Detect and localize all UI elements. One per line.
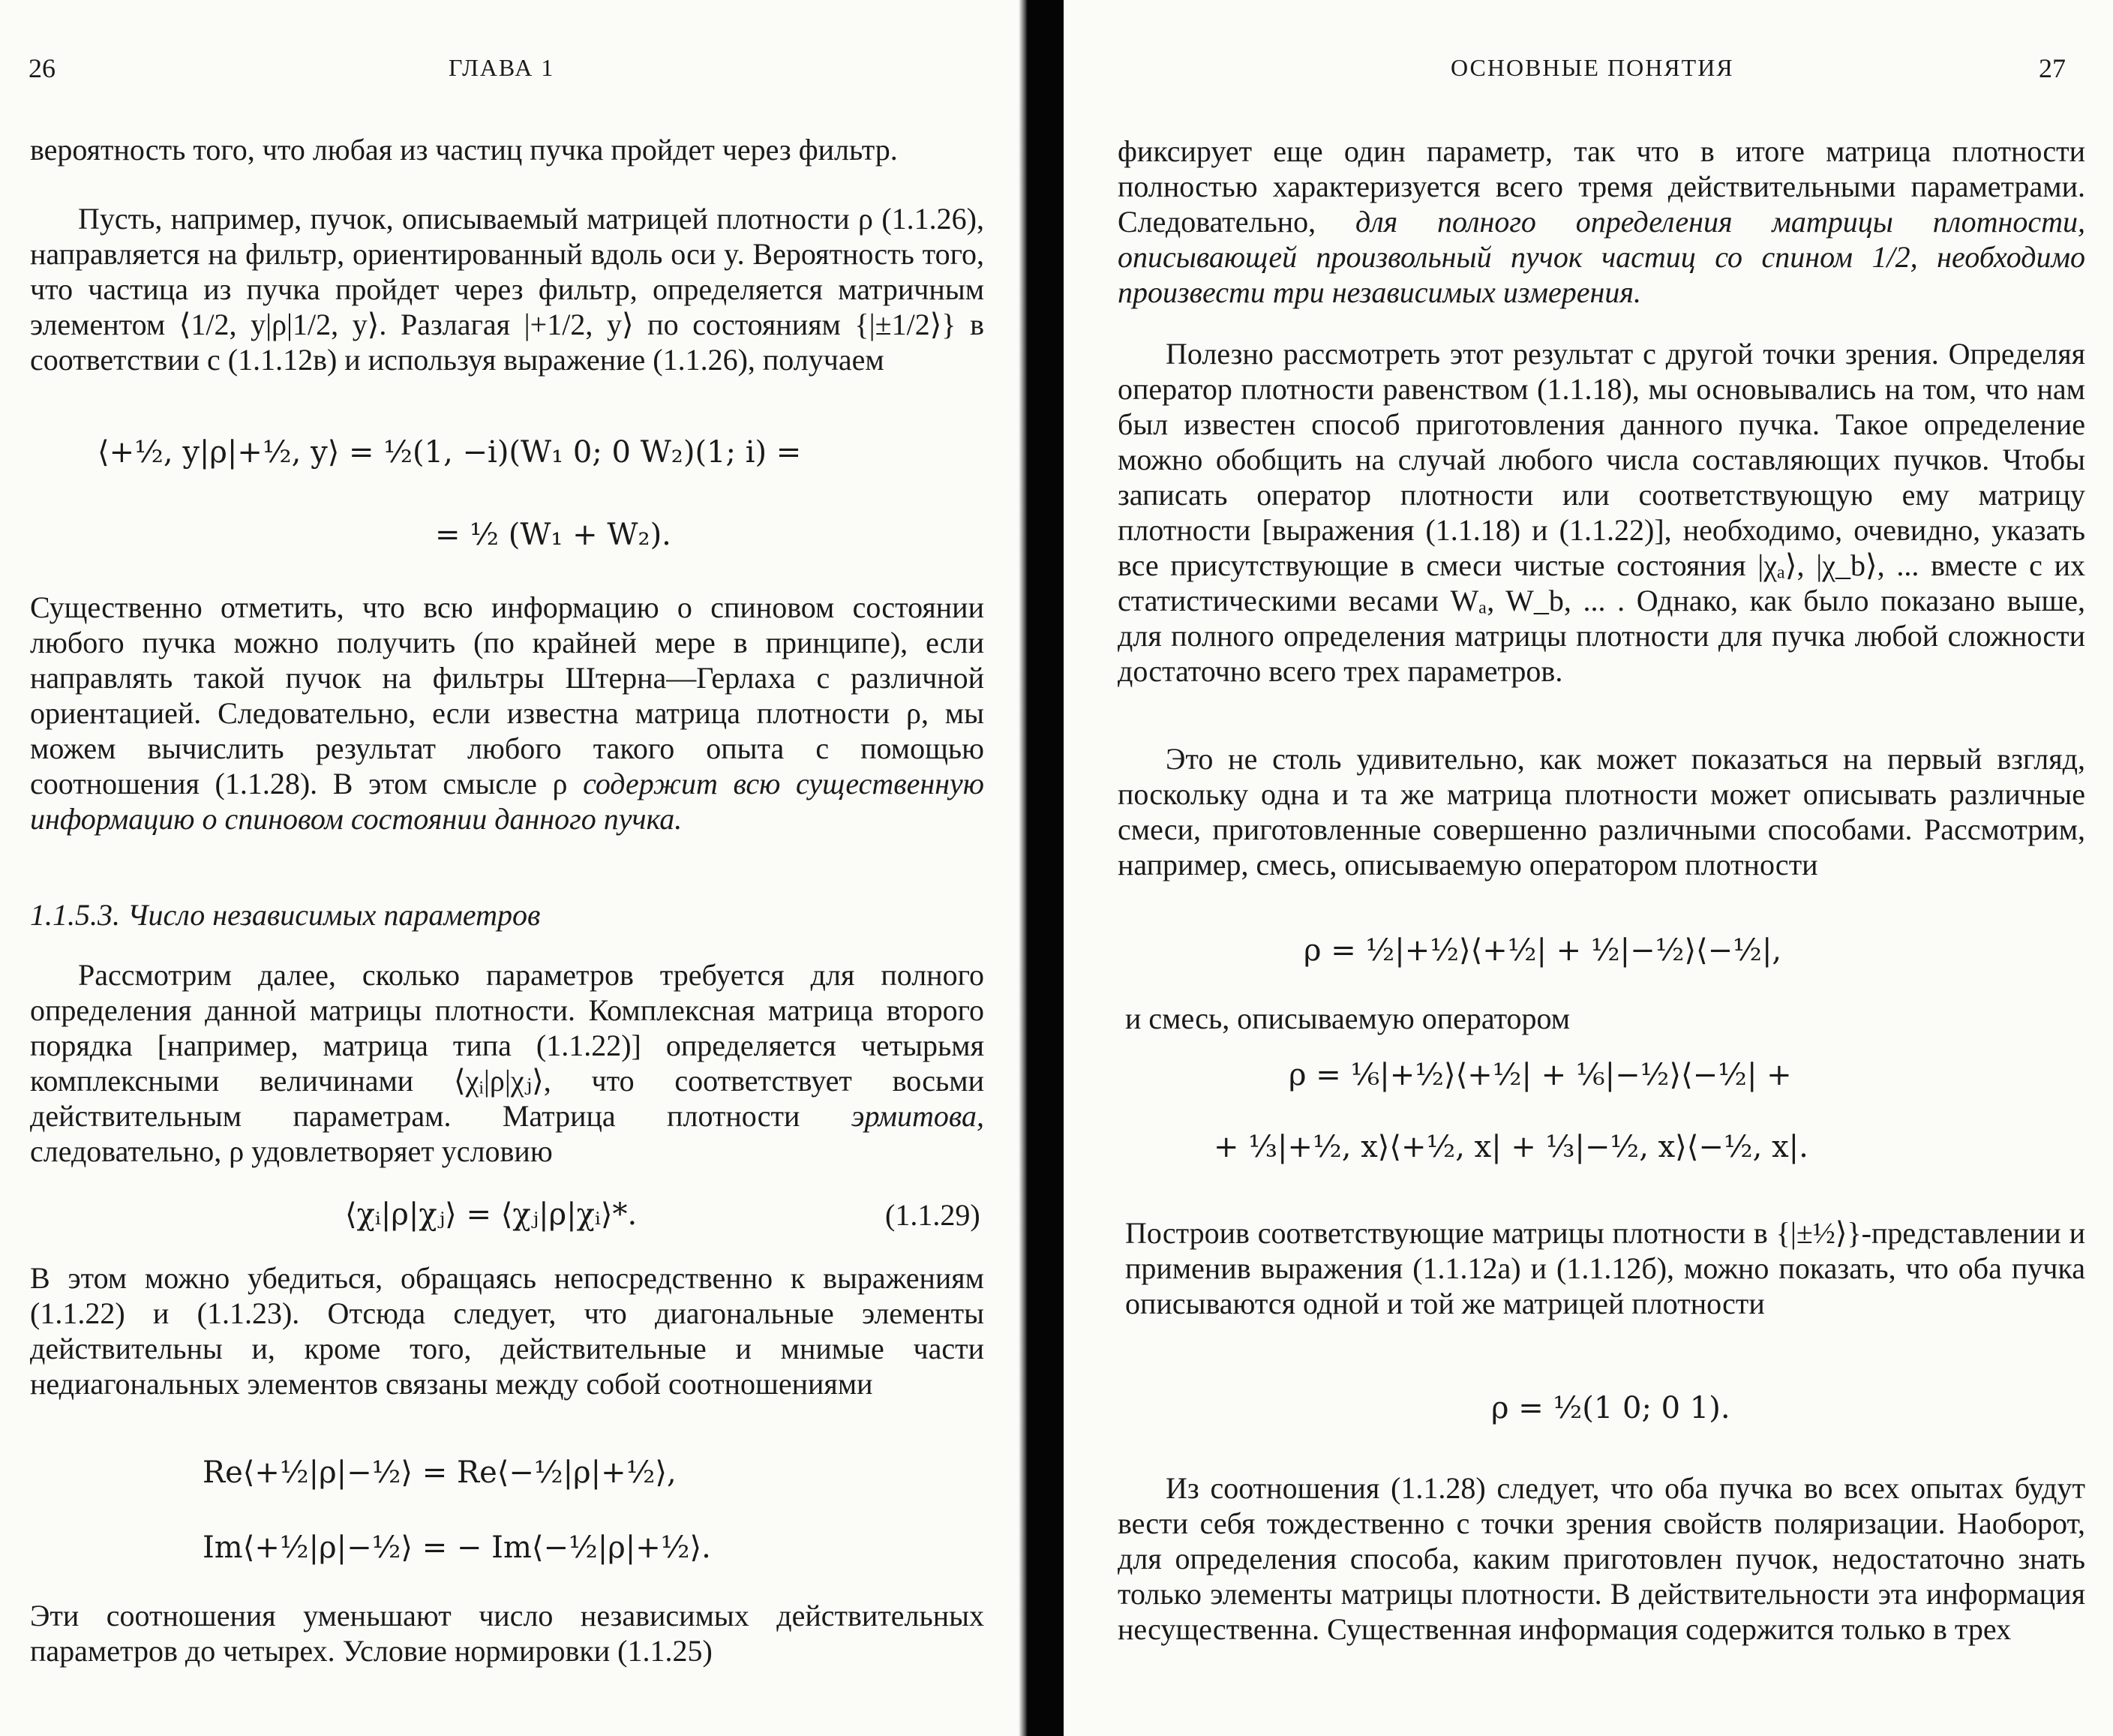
left-paragraph-6: Эти соотношения уменьшают число независимых действительных параметров до четырех. Условие нормировки (1.1.25): [30, 1599, 984, 1668]
left-paragraph-3: [30, 590, 984, 836]
right-paragraph-1: [1118, 134, 2085, 310]
equation-mixture-1: ρ = ½|+½⟩⟨+½| + ½|−½⟩⟨−½|,: [1304, 933, 1782, 968]
section-heading: 1.1.5.3. Число независимых параметров: [30, 898, 541, 932]
left-paragraph-5: В этом можно убедиться, обращаясь непосредственно к выражениям (1.1.22) и (1.1.23). Отсюда следует, что диагональные элементы действительны и, кроме того, действительные и мнимые части недиагональных элементов связаны между собой соотношениями: [30, 1261, 984, 1401]
left-paragraph-4-emphasis: эрмитова,: [851, 1099, 984, 1133]
spine-shadow: [1019, 0, 1028, 1736]
left-paragraph-3-text: Существенно отметить, что всю информацию о спиновом состоянии любого пучка можно получить (по крайней мере в принципе), если направлять такой пучок на фильтры Штерна—Герлаха с различной ориентацией. Следовательно, если известна матрица плотности ρ, мы можем вычислить результат любого такого опыта с помощью соотношения (1.1.28). В этом смысле ρ: [30, 590, 984, 800]
equation-projection-line2: = ½ (W₁ + W₂).: [435, 518, 671, 552]
equation-hermitian: ⟨χᵢ|ρ|χⱼ⟩ = ⟨χⱼ|ρ|χᵢ⟩*.: [345, 1197, 638, 1232]
left-paragraph-2: Пусть, например, пучок, описываемый матрицей плотности ρ (1.1.26), направляется на фильтр, ориентированный вдоль оси y. Вероятность того, что частица из пучка пройдет через фильтр, определяется матричным элементом ⟨1/2, y|ρ|1/2, y⟩. Разлагая |+1/2, y⟩ по состояниям {|±1/2⟩} в соответствии с (1.1.12в) и используя выражение (1.1.26), получаем: [30, 202, 984, 377]
equation-number-1-1-29: (1.1.29): [885, 1198, 980, 1232]
right-paragraph-1-emphasis: для полного определения матрицы плотности, описывающей произвольный пучок частиц со спином 1/2, необходимо произвести три независимых измерения.: [1118, 205, 2086, 309]
right-paragraph-6: Из соотношения (1.1.28) следует, что оба пучка во всех опытах будут вести себя тождественно с точки зрения свойств поляризации. Наоборот, для определения способа, каким приготовлен пучок, недостаточно знать только элементы матрицы плотности. В действительности эта информация несущественна. Существенная информация содержится только в трех: [1118, 1471, 2085, 1646]
running-head-right: ОСНОВНЫЕ ПОНЯТИЯ: [1451, 54, 1734, 81]
equation-projection-line1: ⟨+½, y|ρ|+½, y⟩ = ½(1, −i)(W₁ 0; 0 W₂)(1; i) =: [98, 435, 802, 470]
equation-imaginary-parts: Im⟨+½|ρ|−½⟩ = − Im⟨−½|ρ|+½⟩.: [203, 1530, 711, 1565]
left-paragraph-1: вероятность того, что любая из частиц пучка пройдет через фильтр.: [30, 133, 898, 167]
left-paragraph-3-emphasis: содержит всю существенную информацию о спиновом состоянии данного пучка.: [30, 767, 985, 836]
equation-mixture-2-line1: ρ = ⅙|+½⟩⟨+½| + ⅙|−½⟩⟨−½| +: [1289, 1058, 1792, 1092]
right-paragraph-5: Построив соответствующие матрицы плотности в {|±½⟩}-представлении и применив выражения (1.1.12а) и (1.1.12б), можно показать, что оба пучка описываются одной и той же матрицей плотности: [1125, 1216, 2085, 1320]
equation-mixture-2-line2: + ⅓|+½, x⟩⟨+½, x| + ⅓|−½, x⟩⟨−½, x|.: [1214, 1130, 1808, 1164]
page-number-right: 27: [2039, 53, 2066, 83]
right-paragraph-1-text: фиксирует еще один параметр, так что в итоге матрица плотности полностью характеризуется всего тремя действительными параметрами. Следовательно,: [1118, 134, 2085, 239]
page-number-left: 26: [29, 53, 56, 83]
right-paragraph-2: Полезно рассмотреть этот результат с другой точки зрения. Определяя оператор плотности равенством (1.1.18), мы основывались на том, что нам был известен способ приготовления данного пучка. Такое определение можно обобщить на случай любого числа составляющих пучков. Чтобы записать оператор плотности или соответствующую ему матрицу плотности [выражения (1.1.18) и (1.1.22)], необходимо, очевидно, указать все присутствующие в смеси чистые состояния |χₐ⟩, |χ_b⟩, ... вместе с их статистическими весами Wₐ, W_b, ... . Однако, как было показано выше, для полного определения матрицы плотности для пучка любой сложности достаточно всего трех параметров.: [1118, 337, 2085, 688]
running-head-left: ГЛАВА 1: [449, 54, 555, 81]
equation-real-parts: Re⟨+½|ρ|−½⟩ = Re⟨−½|ρ|+½⟩,: [203, 1455, 677, 1490]
right-page: [1064, 0, 2113, 1736]
equation-density-matrix: ρ = ½(1 0; 0 1).: [1491, 1391, 1730, 1425]
right-paragraph-3: Это не столь удивительно, как может показаться на первый взгляд, поскольку одна и та же матрица плотности может описывать различные смеси, приготовленные совершенно различными способами. Рассмотрим, например, смесь, описываемую оператором плотности: [1118, 742, 2085, 882]
right-paragraph-4: и смесь, описываемую оператором: [1125, 1002, 1571, 1035]
left-paragraph-4: [30, 957, 984, 1169]
left-page: [0, 0, 1028, 1736]
book-spine: [1028, 0, 1064, 1736]
left-paragraph-4-text-a: Рассмотрим далее, сколько параметров требуется для полного определения данной матрицы плотности. Комплексная матрица второго порядка [например, матрица типа (1.1.22)] определяется четырьмя комплексными величинами ⟨χᵢ|ρ|χⱼ⟩, что соответствует восьми действительным параметрам. Матрица плотности: [30, 958, 984, 1133]
left-paragraph-4-text-b: следовательно, ρ удовлетворяет условию: [30, 1134, 553, 1168]
